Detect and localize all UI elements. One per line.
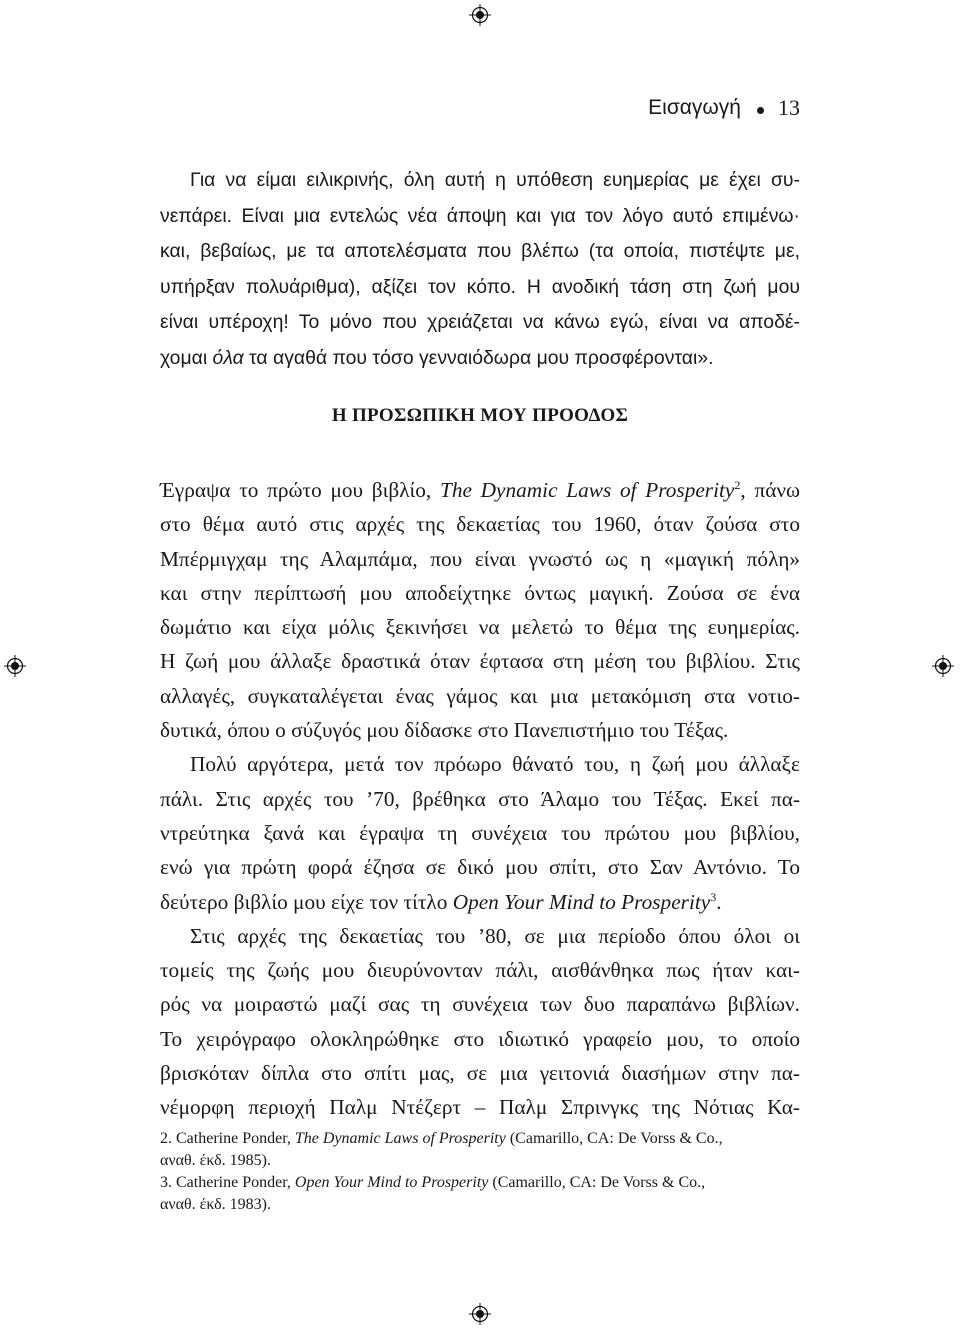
registration-mark-icon — [932, 655, 954, 677]
text-line: και, βεβαίως, με τα αποτελέσματα που βλέπω (τα οποία, πιστέψτε με, — [160, 240, 800, 262]
page-number: 13 — [778, 95, 800, 120]
text-line: πάλι. Στις αρχές του ’70, βρέθηκα στο Άλαμο του Τέξας. Εκεί πα- — [160, 786, 800, 811]
text-line — [160, 885, 800, 919]
section-heading: Η ΠΡΟΣΩΠΙΚΗ ΜΟΥ ΠΡΟΟΔΟΣ — [331, 405, 629, 426]
registration-mark-icon — [469, 4, 491, 26]
registration-mark-icon — [4, 655, 26, 677]
text-run: Έγραψα το πρώτο μου βιβλίο, — [160, 478, 440, 502]
body-text — [160, 473, 800, 1125]
text-line — [160, 473, 800, 507]
text-line: αλλαγές, συγκαταλέγεται ένας γάμος και μια μετακόμιση στα νοτιο- — [160, 683, 800, 708]
text-line: Το χειρόγραφο ολοκληρώθηκε στο ιδιωτικό γραφείο μου, το οποίο — [160, 1026, 800, 1051]
footnote-ref[interactable]: 3 — [710, 889, 717, 904]
footnote-line — [160, 1172, 800, 1194]
chapter-title: Εισαγωγή — [648, 96, 741, 119]
text-line: βρισκόταν δίπλα στο σπίτι μας, σε μια γειτονιά διασήμων στην πα- — [160, 1061, 800, 1086]
text-line: δυτικά, όπου ο σύζυγός μου δίδασκε στο Πανεπιστήμιο του Τέξας. — [160, 718, 729, 743]
book-title: Open Your Mind to Prosperity — [294, 1174, 489, 1191]
text-line: Για να είμαι ειλικρινής, όλη αυτή η υπόθεση ευημερίας με έχει συ- — [190, 169, 800, 191]
text-run: χομαι — [160, 346, 213, 369]
text-run: . — [716, 889, 722, 914]
text-run: δεύτερο βιβλίο μου είχε τον τίτλο — [160, 889, 453, 914]
bullet-separator — [757, 107, 764, 114]
text-line: τομείς της ζωής μου διευρύνονταν πάλι, αισθάνθηκα πως ήταν και- — [160, 958, 800, 983]
text-line: Στις αρχές της δεκαετίας του ’80, σε μια περίοδο όπου όλοι οι — [190, 923, 800, 948]
book-title: Open Your Mind to Prosperity — [452, 889, 711, 914]
book-title: The Dynamic Laws of Prosperity — [439, 478, 735, 502]
text-line: νεπάρει. Είναι μια εντελώς νέα άποψη και για τον λόγο αυτό επιμένω· — [160, 204, 800, 227]
registration-mark-icon — [469, 1303, 491, 1325]
book-title: The Dynamic Laws of Prosperity — [294, 1130, 506, 1147]
footnote-ref[interactable]: 2 — [734, 477, 741, 492]
footnote-line — [160, 1128, 800, 1150]
text-run: , πάνω — [740, 478, 801, 502]
text-line: Πολύ αργότερα, μετά τον πρόωρο θάνατό του, η ζωή μου άλλαξε — [190, 752, 800, 777]
running-head — [648, 95, 800, 121]
text-run: (Camarillo, CA: De Vorss & Co., — [488, 1174, 706, 1191]
footnote-item — [160, 1172, 800, 1216]
text-line: και στην περίπτωσή μου αποδείχτηκε όντως μαγική. Ζούσα σε ένα — [160, 580, 800, 605]
text-line: ενώ για πρώτη φορά έζησα σε δικό μου σπίτι, στο Σαν Αντόνιο. Το — [160, 855, 800, 880]
text-run: τα αγαθά που τόσο γενναιόδωρα μου προσφέρονται». — [243, 346, 714, 369]
footnotes — [160, 1128, 800, 1216]
text-line: Μπέρμιγχαμ της Αλαμπάμα, που είναι γνωστό ως η «μαγική πόλη» — [160, 546, 800, 571]
footnote-line: αναθ. έκδ. 1985). — [160, 1152, 271, 1169]
text-line — [160, 341, 800, 377]
emphasis-text: όλα — [212, 346, 244, 369]
text-run: 3. Catherine Ponder, — [160, 1174, 295, 1191]
text-line: στο θέμα αυτό στις αρχές της δεκαετίας του 1960, όταν ζούσα στο — [160, 512, 800, 537]
text-line: ρός να μοιραστώ μαζί σας τη συνέχεια των δυο παραπάνω βιβλίων. — [160, 992, 800, 1017]
text-line: είναι υπέροχη! Το μόνο που χρειάζεται να κάνω εγώ, είναι να αποδέ- — [160, 311, 800, 333]
text-run: 2. Catherine Ponder, — [160, 1130, 295, 1147]
footnote-item — [160, 1128, 800, 1172]
text-line: νέμορφη περιοχή Παλμ Ντέζερτ – Παλμ Σπρινγκς της Νότιας Κα- — [160, 1095, 800, 1120]
text-line: Η ζωή μου άλλαξε δραστικά όταν έφτασα στη μέση του βιβλίου. Στις — [160, 649, 800, 674]
text-line: ντρεύτηκα ξανά και έγραψα τη συνέχεια του πρώτου μου βιβλίου, — [160, 820, 800, 845]
text-run: (Camarillo, CA: De Vorss & Co., — [505, 1130, 723, 1147]
text-line: δωμάτιο και είχα μόλις ξεκινήσει να μελετώ το θέμα της ευημερίας. — [160, 615, 800, 640]
text-line: υπήρξαν πολυάριθμα), αξίζει τον κόπο. Η ανοδική τάση στη ζωή μου — [160, 275, 800, 298]
footnote-line: αναθ. έκδ. 1983). — [160, 1196, 271, 1213]
intro-paragraph — [160, 163, 800, 376]
